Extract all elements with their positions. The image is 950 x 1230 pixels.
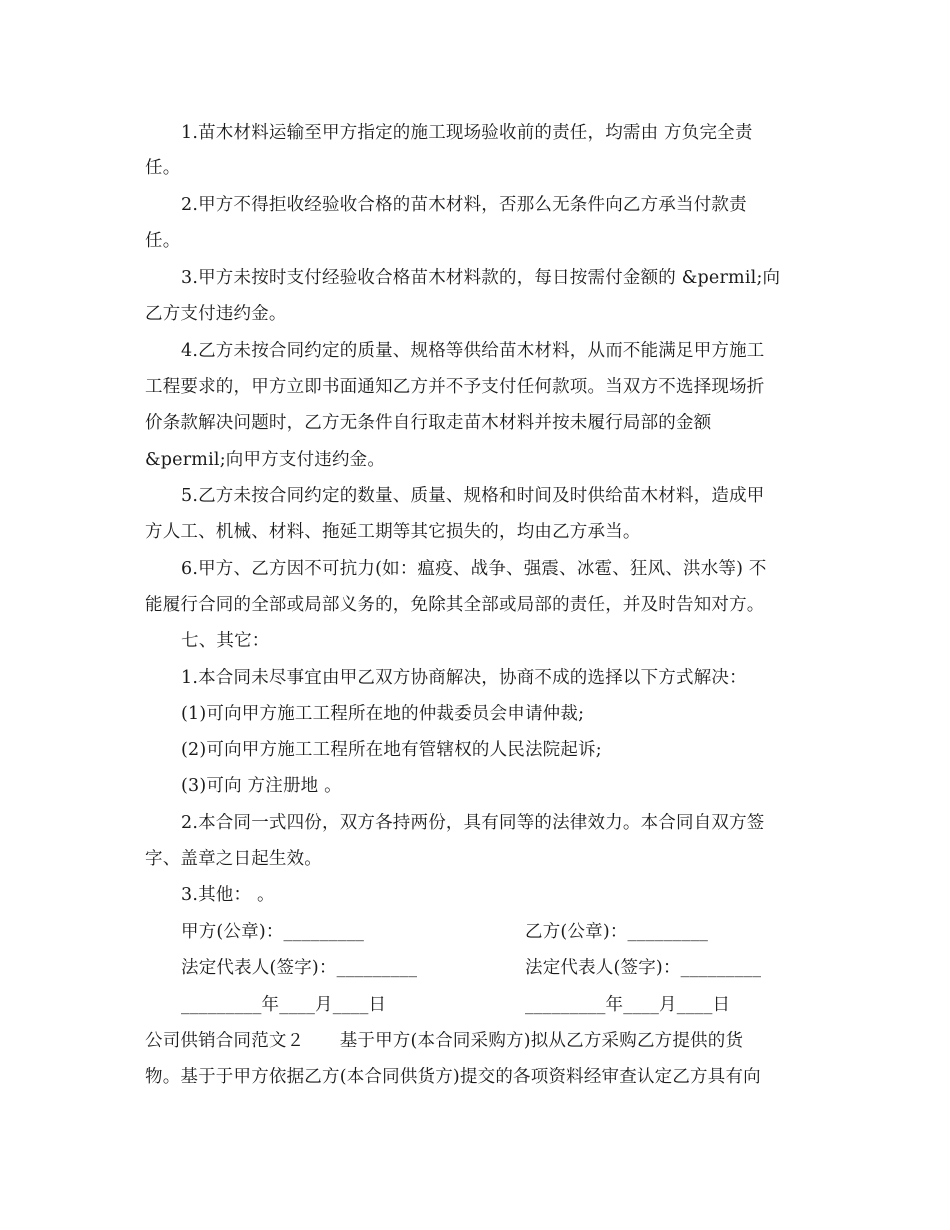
clause-4-line-4: &permil;向甲方支付违约金。 [145,450,386,470]
party-a-date: _________年____月____日 [181,995,387,1015]
clause-6-line-2: 能履行合同的全部或局部义务的，免除其全部或局部的责任，并及时告知对方。 [145,595,765,615]
clause-4-line-3: 价条款解决问题时，乙方无条件自行取走苗木材料并按未履行局部的金额 [145,413,712,433]
other-clause-1: 1.本合同未尽事宜由甲乙双方协商解决，协商不成的选择以下方式解决： [181,668,747,688]
section-heading: 七、其它： [181,631,270,651]
clause-2-line-2: 任。 [145,231,181,251]
clause-4-line-2: 工程要求的，甲方立即书面通知乙方并不予支付任何款项。当双方不选择现场折 [145,377,765,397]
clause-2-line-1: 2.甲方不得拒收经验收合格的苗木材料，否那么无条件向乙方承当付款责 [181,195,747,215]
other-clause-2-line-1: 2.本合同一式四份，双方各持两份，具有同等的法律效力。本合同自双方签 [181,813,765,833]
party-a-representative: 法定代表人(签字)：_________ [181,958,418,978]
other-clause-3: 3.其他： 。 [181,885,275,905]
clause-5-line-1: 5.乙方未按合同约定的数量、质量、规格和时间及时供给苗木材料，造成甲 [181,486,765,506]
clause-1-line-2: 任。 [145,158,181,178]
option-2: (2)可向甲方施工工程所在地有管辖权的人民法院起诉; [181,740,602,760]
next-section-line-1: 公司供销合同范文２ 基于甲方(本合同采购方)拟从乙方采购乙方提供的货 [145,1031,744,1051]
party-b-seal: 乙方(公章)：_________ [525,922,709,942]
party-b-date: _________年____月____日 [525,995,731,1015]
clause-3-line-2: 乙方支付违约金。 [145,304,287,324]
party-b-representative: 法定代表人(签字)：_________ [525,958,762,978]
clause-5-line-2: 方人工、机械、材料、拖延工期等其它损失的，均由乙方承当。 [145,522,641,542]
clause-3-line-1: 3.甲方未按时支付经验收合格苗木材料款的，每日按需付金额的 &permil;向 [181,268,781,288]
option-3: (3)可向 方注册地 。 [181,776,342,796]
party-a-seal: 甲方(公章)：_________ [181,922,365,942]
clause-1-line-1: 1.苗木材料运输至甲方指定的施工现场验收前的责任，均需由 方负完全责 [181,123,753,143]
next-section-line-2: 物。基于于甲方依据乙方(本合同供货方)提交的各项资料经审查认定乙方具有向 [145,1067,761,1087]
clause-6-line-1: 6.甲方、乙方因不可抗力(如：瘟疫、战争、强震、冰雹、狂风、洪水等) 不 [181,559,767,579]
other-clause-2-line-2: 字、盖章之日起生效。 [145,849,322,869]
option-1: (1)可向甲方施工工程所在地的仲裁委员会申请仲裁; [181,704,585,724]
clause-4-line-1: 4.乙方未按合同约定的质量、规格等供给苗木材料，从而不能满足甲方施工 [181,341,765,361]
